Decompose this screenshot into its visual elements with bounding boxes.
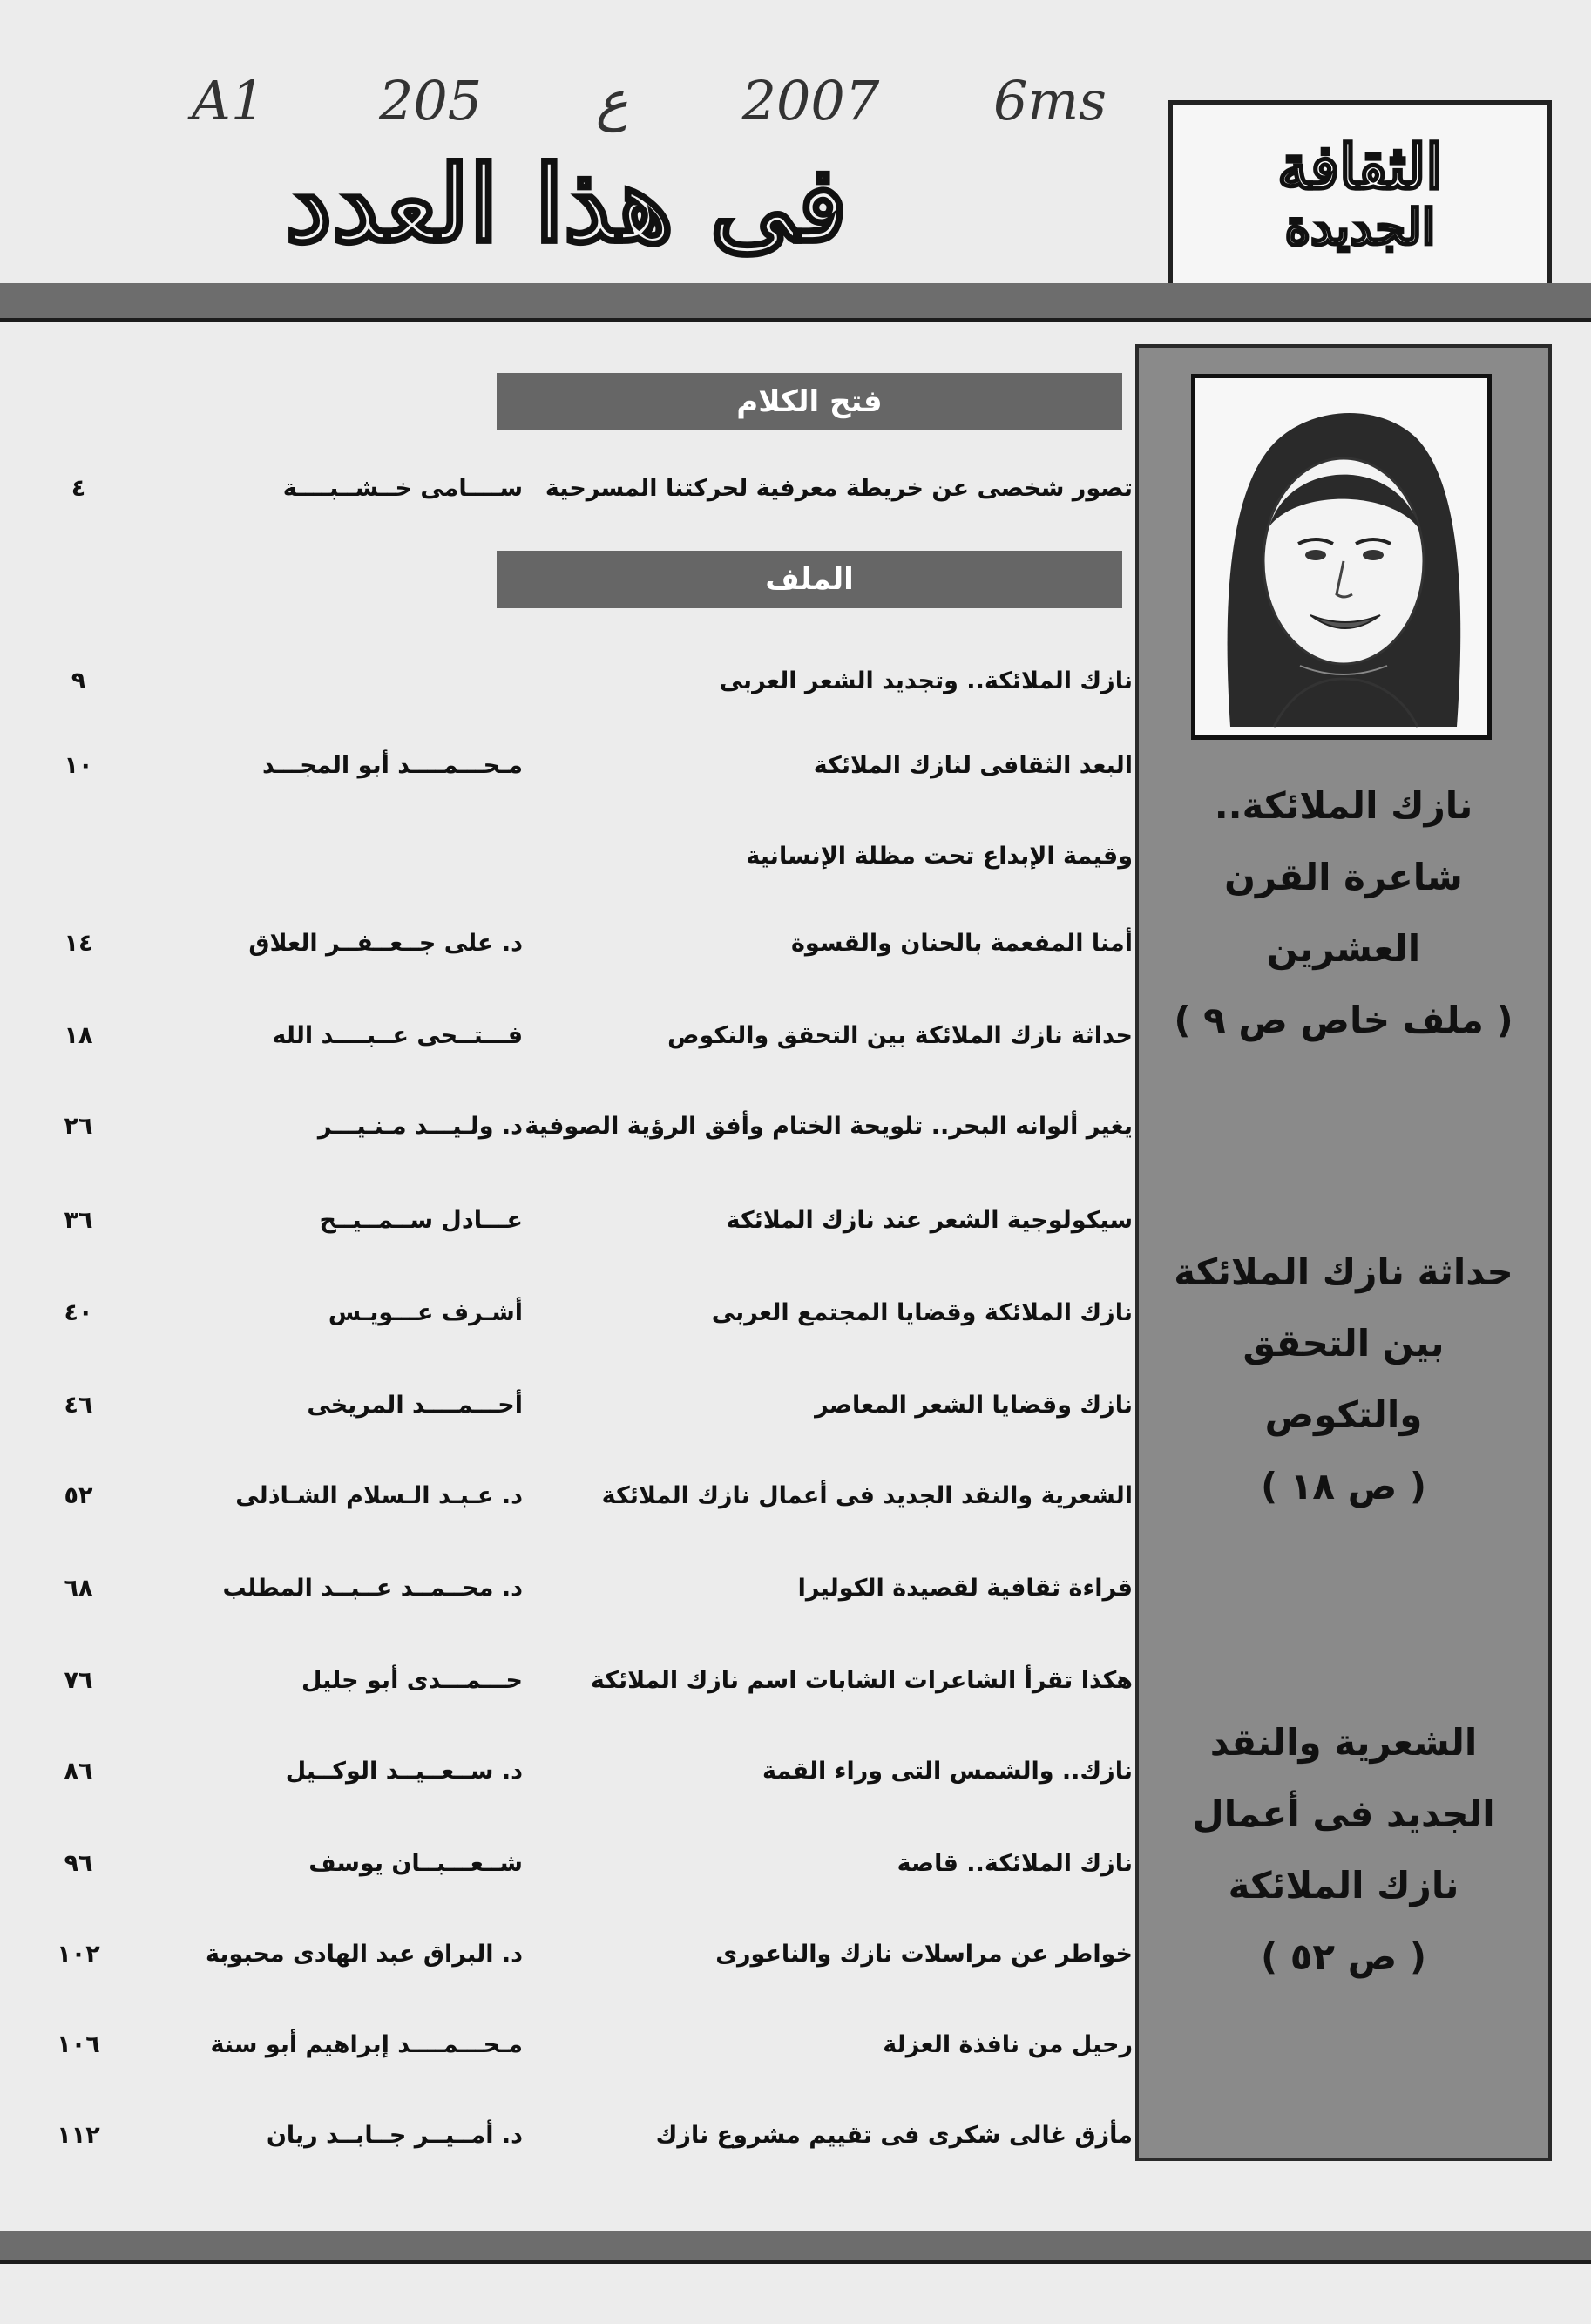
toc-entry[interactable]	[52, 1287, 1133, 1339]
toc-page: ١٠٦	[57, 2031, 100, 2058]
feature-sidebar	[1135, 344, 1552, 2161]
toc-entry[interactable]	[52, 1928, 1133, 1981]
toc-title: نازك الملائكة وقضايا المجتمع العربى	[711, 1299, 1133, 1326]
toc-author: أحـــمــــد المريخى	[307, 1392, 523, 1419]
toc-title: أمنا المفعمة بالحنان والقسوة	[790, 930, 1133, 957]
sidebar-line: الجديد فى أعمال	[1192, 1792, 1495, 1835]
toc-entry[interactable]	[52, 740, 1133, 792]
toc-author: د. على جــعــفــر العلاق	[248, 930, 523, 957]
toc-title: مأزق غالى شكرى فى تقييم مشروع نازك	[655, 2122, 1133, 2149]
toc-author: شــعـــبــان يوسف	[308, 1850, 523, 1877]
toc-entry[interactable]	[52, 2110, 1133, 2162]
toc-author: د. أمــيــر جــابــد ريان	[266, 2122, 523, 2149]
toc-page: ٣٦	[64, 1207, 93, 1234]
toc-title: وقيمة الإبداع تحت مظلة الإنسانية	[746, 843, 1133, 870]
toc-author: حـــمـــدى أبو جليل	[301, 1667, 523, 1694]
toc-page: ١٤	[64, 930, 93, 957]
toc-title: يغير ألوانه البحر.. تلويحة الختام وأفق الرؤية الصوفية	[525, 1113, 1133, 1140]
toc-author: د. عـبـد الـسلام الشـاذلى	[235, 1482, 523, 1509]
sidebar-line: الشعرية والنقد	[1209, 1721, 1478, 1764]
toc-entry[interactable]	[52, 1010, 1133, 1062]
section-header-dossier: الملف	[497, 551, 1122, 608]
handwritten-annotation	[192, 61, 1107, 139]
handwritten-mark: A1	[192, 68, 266, 132]
toc-entry[interactable]	[52, 830, 1133, 883]
toc-title: هكذا تقرأ الشاعرات الشابات اسم نازك الملائكة	[590, 1667, 1133, 1694]
header-divider-line	[0, 318, 1591, 322]
sidebar-line: نازك الملائكة..	[1214, 784, 1473, 827]
toc-page: ٧٦	[64, 1667, 93, 1694]
header-divider	[0, 283, 1591, 318]
toc-title: نازك الملائكة.. وتجديد الشعر العربى	[719, 667, 1133, 694]
toc-entry[interactable]	[52, 1379, 1133, 1432]
toc-author: عـــادل ســمــيــح	[319, 1207, 523, 1234]
toc-title: حداثة نازك الملائكة بين التحقق والنكوص	[667, 1022, 1133, 1049]
page-title: فى هذا العدد	[285, 143, 848, 266]
toc-entry[interactable]	[52, 1745, 1133, 1798]
toc-entry[interactable]	[52, 655, 1133, 708]
logo-line-1: الثقافة	[1277, 131, 1443, 204]
footer-divider-line	[0, 2260, 1591, 2264]
portrait-sketch	[1195, 378, 1487, 735]
magazine-logo	[1168, 100, 1552, 292]
toc-author: فـــتــحى عــبــــد الله	[272, 1022, 523, 1049]
toc-author: د. البراق عبد الهادى محبوبة	[206, 1941, 523, 1968]
sidebar-feature-1	[1156, 770, 1531, 1056]
toc-entry[interactable]	[52, 918, 1133, 970]
toc-title: رحيل من نافذة العزلة	[883, 2031, 1133, 2058]
sidebar-line: شاعرة القرن	[1224, 856, 1463, 898]
toc-page: ٤٦	[64, 1392, 93, 1419]
toc-author: مـحـــمــــد أبو المجـــد	[261, 752, 523, 779]
toc-title: تصور شخصى عن خريطة معرفية لحركتنا المسرحية	[545, 475, 1133, 502]
toc-title: سيكولوجية الشعر عند نازك الملائكة	[726, 1207, 1133, 1234]
sidebar-line: والتكوص	[1264, 1393, 1423, 1436]
toc-page: ٨٦	[64, 1758, 93, 1785]
logo-line-2: الجديدة	[1284, 199, 1436, 257]
sidebar-line: ( ملف خاص ص ٩ )	[1174, 999, 1513, 1041]
toc-page: ٢٦	[64, 1113, 93, 1140]
sidebar-line: العشرين	[1266, 927, 1421, 970]
toc-entry[interactable]	[52, 1470, 1133, 1522]
toc-entry[interactable]	[52, 2019, 1133, 2071]
section-header-opening: فتح الكلام	[497, 373, 1122, 430]
toc-author: د. محــمــد عــبــد المطلب	[222, 1575, 523, 1602]
sidebar-line: حداثة نازك الملائكة	[1174, 1250, 1513, 1293]
toc-author: د. ســعــيــد الوكــيل	[285, 1758, 523, 1785]
handwritten-mark: ع	[595, 68, 628, 132]
toc-entry[interactable]	[52, 1195, 1133, 1247]
toc-page: ٩	[71, 667, 86, 694]
sidebar-line: بين التحقق	[1242, 1322, 1445, 1365]
toc-entry[interactable]	[52, 1838, 1133, 1890]
toc-entry[interactable]	[52, 463, 1133, 515]
toc-page: ٩٦	[64, 1850, 93, 1877]
sidebar-line: ( ص ٥٢ )	[1260, 1935, 1427, 1978]
sidebar-feature-2	[1156, 1237, 1531, 1522]
toc-page: ٤	[71, 475, 86, 502]
sidebar-feature-3	[1156, 1707, 1531, 1993]
toc-page: ١٠	[64, 752, 93, 779]
toc-entry[interactable]	[52, 1101, 1133, 1153]
toc-entry[interactable]	[52, 1562, 1133, 1615]
toc-author: د. ولـيـــد مـنـيـــر	[317, 1113, 523, 1140]
toc-title: الشعرية والنقد الجديد فى أعمال نازك الملائكة	[601, 1482, 1133, 1509]
toc-title: قراءة ثقافية لقصيدة الكوليرا	[797, 1575, 1133, 1602]
toc-title: البعد الثقافى لنازك الملائكة	[813, 752, 1133, 779]
toc-title: نازك وقضايا الشعر المعاصر	[815, 1392, 1133, 1419]
handwritten-mark: 205	[378, 68, 483, 132]
toc-entry[interactable]	[52, 1655, 1133, 1707]
toc-page: ١٠٢	[57, 1941, 100, 1968]
toc-author: مـحـــمــــد إبراهيم أبو سنة	[210, 2031, 523, 2058]
toc-page: ١١٢	[57, 2122, 100, 2149]
footer-divider	[0, 2231, 1591, 2260]
toc-page: ٥٢	[64, 1482, 93, 1509]
toc-title: نازك.. والشمس التى وراء القمة	[762, 1758, 1133, 1785]
toc-page: ٦٨	[64, 1575, 93, 1602]
sidebar-line: نازك الملائكة	[1228, 1864, 1459, 1907]
sidebar-line: ( ص ١٨ )	[1260, 1465, 1427, 1508]
toc-author: ســــامى خــشــبــــة	[282, 475, 523, 502]
toc-author: أشـرف عـــويـس	[328, 1299, 523, 1326]
toc-page: ١٨	[64, 1022, 93, 1049]
toc-page: ٤٠	[64, 1299, 93, 1326]
toc-title: نازك الملائكة.. قاصة	[897, 1850, 1133, 1877]
toc-title: خواطر عن مراسلات نازك والناعورى	[715, 1941, 1133, 1968]
handwritten-mark: 2007	[741, 68, 880, 132]
handwritten-mark: 6ms	[992, 68, 1107, 132]
portrait-image	[1191, 374, 1492, 740]
